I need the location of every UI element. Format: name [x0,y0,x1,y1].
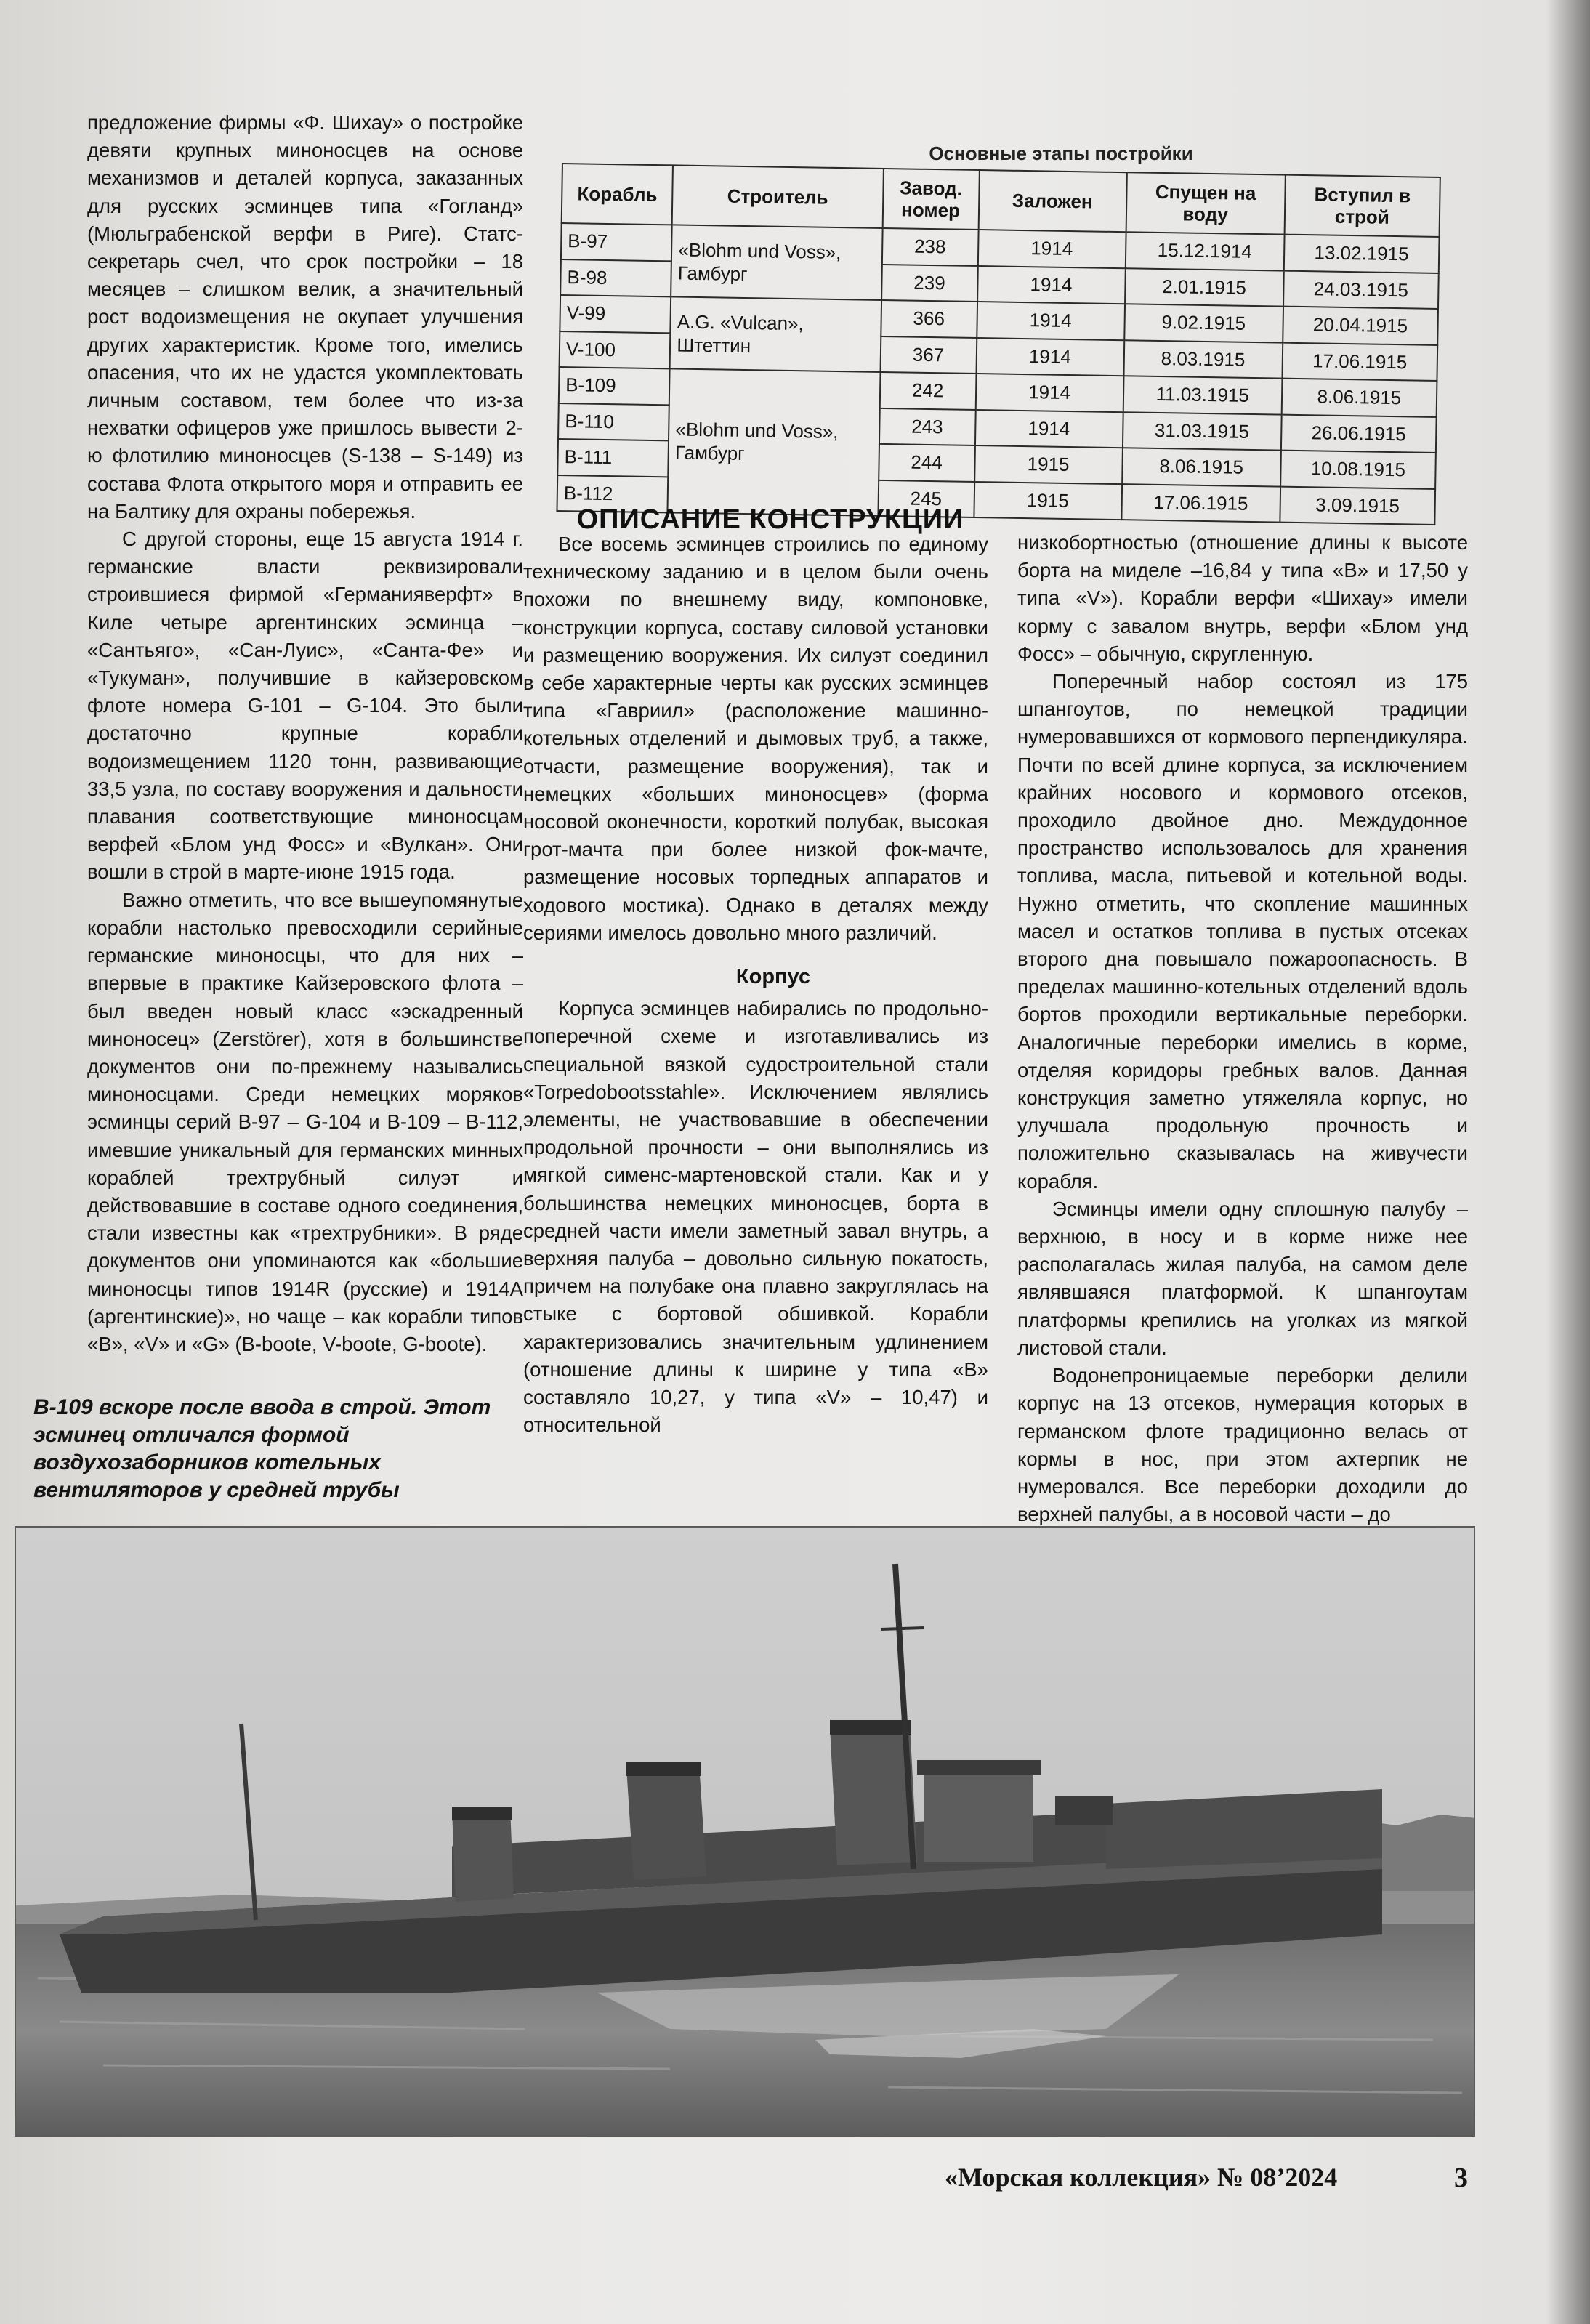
table-cell: 11.03.1915 [1123,376,1282,414]
table-cell: «Blohm und Voss», Гамбург [671,225,882,300]
paragraph: Важно отметить, что все вышеупомянутые корабли настолько превосходили серийные германские миноносцы, что для них – впервые в практике Кайзеровского флота – был введен новый класс «эскадренный миноносец» (Zerstörer), хотя в большинстве документов они по-прежнему назывались миноносцами. Среди немецких моряков эсминцы серий B-97 – G-104 и B-109 – B-112, имевшие уникальный для германских минных кораблей трехтрубный силуэт и действовавшие в составе одного соединения, стали известны как «трехтрубники». В ряде документов они упоминаются как «большие миноносцы типов 1914R (русские) и 1914A (аргентинские)», но чаще – как корабли типов «B», «V» и «G» (B-boote, V-boote, G-boote). [87,888,523,1355]
text-column-3 [1017,529,1468,1528]
table-cell: 9.02.1915 [1124,304,1283,342]
table-cell: 31.03.1915 [1122,412,1281,451]
magazine-name: «Морская коллекция» № 08’2024 [945,2163,1338,2192]
paragraph: низкобортностью (отношение длины к высоте борта на миделе –16,84 у типа «B» и 17,50 у типа «V»). Корабли верфи «Шихау» имели корму с завалом внутрь, верфи «Блом унд Фосс» – обычную, скругленную. [1017,531,1468,665]
table-cell: «Blohm und Voss», Гамбург [668,368,880,516]
table-cell: 1914 [977,230,1126,268]
table-cell: 17.06.1915 [1282,342,1437,381]
subheading: Корпус [735,965,811,989]
table-cell: 1914 [977,302,1125,340]
table-header: Вступил в строй [1284,175,1440,237]
table-cell: V-100 [560,331,671,368]
paragraph: С другой стороны, еще 15 августа 1914 г. германские власти реквизировали строившиеся фирмой «Германияверфт» в Киле четыре аргентинских эсминца – «Сантьяго», «Сан-Луис», «Санта-Фе» и «Тукуман», получившие в кайзеровском флоте номера G-101 – G-104. Это были достаточно крупные корабли водоизмещением 1120 тонн, развивающие 33,5 узла, по составу вооружения и дальности плавания соответствующие миноносцам верфей «Блом унд Фосс» и «Вулкан». Они вошли в строй в марте-июне 1915 года. [87,528,523,884]
text-column-2 [523,530,988,1440]
paragraph: Поперечный набор состоял из 175 шпангоутов, по немецкой традиции нумеровавшихся от кормового перпендикуляра. Почти по всей длине корпуса, за исключением крайних носового и кормового отсеков, проходило двойное дно. Междудонное пространство использовалось для хранения топлива, масла, питьевой и котельной воды. Нужно отметить, что скопление машинных масел и остатков топлива в пустых отсеках второго дна повышало пожароопасность. В пределах машинно-котельных отделений вдоль бортов проходили вертикальные переборки. Аналогичные переборки имелись в корме, отделяя коридоры гребных валов. Данная конструкция заметно утяжеляла корпус, но улучшала продольную прочность и положительно сказывалась на живучести корабля. [1017,670,1468,1193]
table-cell: 26.06.1915 [1281,414,1437,453]
table-cell: 1915 [974,445,1123,484]
table-cell: 367 [880,336,977,374]
table-header: Корабль [562,164,674,225]
table-cell: 8.03.1915 [1123,340,1283,379]
table-cell: 366 [881,300,977,338]
table-cell: 10.08.1915 [1280,451,1436,489]
table-cell: 245 [878,480,974,517]
table-cell: 1915 [974,481,1122,520]
table-cell: 1914 [975,374,1123,412]
table-cell: 8.06.1915 [1122,448,1281,486]
table-cell: 242 [879,372,976,410]
table-cell: B-110 [558,403,669,440]
construction-table [556,163,1440,525]
paragraph: Водонепроницаемые переборки делили корпус на 13 отсеков, нумерация которых в германском флоте традиционно велась от кормы в нос, при этом ахтерпик не нумеровался. Все переборки доходили до верхней палубы, а в носовой части – до [1017,1364,1468,1526]
table-header: Заложен [978,170,1126,232]
table-cell: 1914 [976,337,1124,376]
table-cell: 13.02.1915 [1284,235,1440,273]
table-cell: 1914 [977,266,1126,304]
table-header: Завод. номер [882,169,979,230]
table-header: Спущен на воду [1126,172,1286,234]
page-number: 3 [1454,2163,1468,2193]
table-cell: 15.12.1914 [1125,232,1284,270]
paragraph: Эсминцы имели одну сплошную палубу – верхнюю, в носу и в корме ниже нее располагалась жилая палуба, на самом деле являвшаяся платформой. К шпангоутам платформы крепились на уголках из мягкой листовой стали. [1017,1197,1468,1359]
table-cell: 238 [881,228,978,266]
table-cell: B-109 [559,367,670,405]
table-cell: 2.01.1915 [1125,268,1284,307]
table-title: Основные этапы постройки [929,142,1193,164]
section-title: ОПИСАНИЕ КОНСТРУКЦИИ [576,504,964,535]
table-cell: V-99 [560,295,671,333]
table-cell: B-111 [557,439,669,477]
destroyer-photo [15,1526,1475,2137]
table-cell: A.G. «Vulcan», Штеттин [670,296,881,372]
table-cell: 8.06.1915 [1281,379,1437,417]
table-cell: B-97 [561,223,672,261]
paragraph: Корпуса эсминцев набирались по продольно-поперечной схеме и изготавливались из специальной вязкой судостроительной стали «Torpedobootsstahle». Исключением являлись элементы, не участвовавшие в обеспечении продольной прочности – они выполнялись из мягкой сименс-мартеновской стали. Как и у большинства немецких миноносцев, борта в средней части имели заметный завал внутрь, а верхняя палуба – довольно сильную покатость, причем на полубаке она плавно закруглялась на стыке с бортовой обшивкой. Корабли характеризовались значительным удлинением (отношение длины к ширине у типа «B» составляло 10,27, у типа «V» – 10,47) и относительной [523,997,988,1437]
page-footer [945,2162,1468,2198]
table-cell: 244 [879,444,975,482]
table-header: Строитель [672,165,884,228]
table-cell: 3.09.1915 [1280,486,1435,525]
paragraph: Все восемь эсминцев строились по единому техническому заданию и в целом были очень похожи по внешнему виду, компоновке, конструкции корпуса, составу силовой установки и размещению вооружения. Их силуэт соединил в себе характерные черты как русских эсминцев типа «Гавриил» (расположение машинно-котельных отделений и дымовых труб, а также, отчасти, размещение вооружения), так и немецких «больших миноносцев» (форма носовой оконечности, короткий полубак, высокая грот-мачта при более низкой фок-мачте, размещение носовых торпедных аппаратов и ходового мостика). Однако в деталях между сериями имелось довольно много различий. [523,533,988,944]
table-cell: 1914 [974,409,1123,448]
table-cell: B-112 [557,475,668,512]
table-cell: 239 [881,264,978,302]
page-edge-shadow [1546,0,1590,2324]
text-column-1 [87,109,523,1358]
photo-caption: B-109 вскоре после ввода в строй. Этот эсминец отличался формой воздухозаборников котельных вентиляторов у средней трубы [33,1395,491,1502]
table-cell: B-98 [560,259,671,296]
table-cell: 24.03.1915 [1283,270,1439,309]
table-cell: 17.06.1915 [1121,484,1280,523]
table-cell: 243 [879,408,976,445]
paragraph: предложение фирмы «Ф. Шихау» о постройке девяти крупных миноносцев на основе механизмов и деталей корпуса, заказанных для русских эсминцев типа «Гогланд» (Мюльграбенской верфи в Риге). Статс-секретарь счел, что срок постройки – 18 месяцев – слишком велик, а значительный рост водоизмещения не окупает улучшения других характеристик. Кроме того, имелись опасения, что их не удастся укомплектовать личным составом, тем более что из-за нехватки офицеров уже пришлось вывести 2-ю флотилию миноносцев (S-138 – S-149) из состава Флота открытого моря и отправить ее на Балтику для охраны побережья. [87,111,523,523]
table-cell: 20.04.1915 [1283,307,1438,345]
